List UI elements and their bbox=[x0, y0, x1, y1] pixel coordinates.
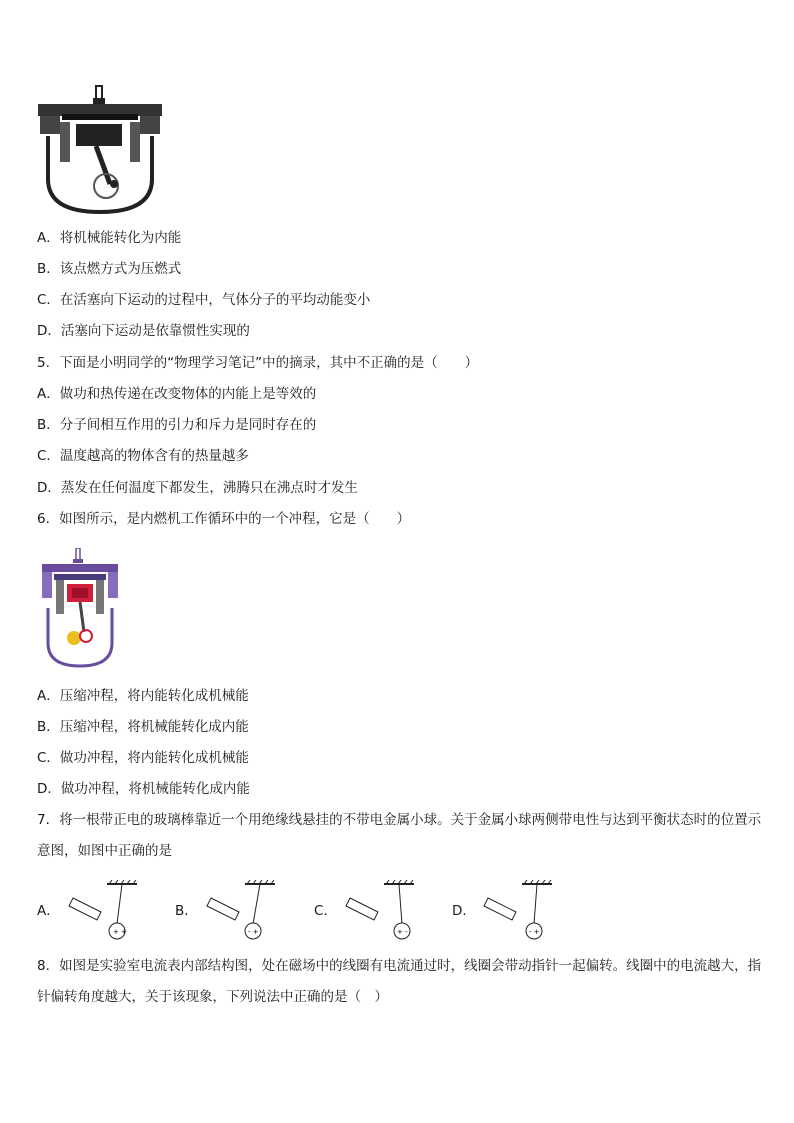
q7-option-b bbox=[175, 880, 285, 944]
svg-text:+ -: + - bbox=[397, 928, 408, 936]
q7-option-a bbox=[37, 880, 147, 944]
q5-option-b: B．分子间相互作用的引力和斥力是同时存在的 bbox=[37, 417, 317, 433]
q7-option-c bbox=[314, 880, 424, 944]
q7-figure-c bbox=[340, 880, 420, 944]
q4-option-b: B．该点燃方式为压燃式 bbox=[37, 261, 182, 277]
q5-option-c: C．温度越高的物体含有的热量越多 bbox=[37, 448, 249, 464]
svg-text:+ +: + + bbox=[113, 928, 127, 936]
q7-option-d-label: D． bbox=[452, 903, 476, 919]
svg-text:- +: - + bbox=[248, 928, 259, 936]
q8-stem: 8．如图是实验室电流表内部结构图，处在磁场中的线圈有电流通过时，线圈会带动指针一起偏转。线圈中的电流越大，指针偏转角度越大，关于该现象，下列说法中正确的是（ ） bbox=[37, 958, 762, 1005]
q6-option-b: B．压缩冲程，将机械能转化成内能 bbox=[37, 719, 249, 735]
q7-figure-a bbox=[63, 880, 143, 944]
q7-option-d bbox=[452, 880, 562, 944]
q7-figure-b bbox=[201, 880, 281, 944]
q4-option-a: A．将机械能转化为内能 bbox=[37, 230, 182, 246]
q7-option-b-label: B． bbox=[175, 903, 198, 919]
q4-option-c: C．在活塞向下运动的过程中，气体分子的平均动能变小 bbox=[37, 292, 371, 308]
q6-option-c: C．做功冲程，将内能转化成机械能 bbox=[37, 750, 249, 766]
q7-figure-d bbox=[478, 880, 558, 944]
q5-stem: 5．下面是小明同学的“物理学习笔记”中的摘录，其中不正确的是（ ） bbox=[37, 355, 479, 371]
q7-option-figures bbox=[37, 880, 557, 944]
engine-diagram-color bbox=[40, 548, 120, 668]
q7-stem: 7．将一根带正电的玻璃棒靠近一个用绝缘线悬挂的不带电金属小球。关于金属小球两侧带电性与达到平衡状态时的位置示意图，如图中正确的是 bbox=[37, 812, 762, 859]
q6-stem: 6．如图所示，是内燃机工作循环中的一个冲程，它是（ ） bbox=[37, 511, 411, 527]
svg-text:- +: - + bbox=[529, 928, 540, 936]
q6-option-d: D．做功冲程，将机械能转化成内能 bbox=[37, 781, 250, 797]
q7-option-a-label: A． bbox=[37, 903, 60, 919]
q5-option-d: D．蒸发在任何温度下都发生，沸腾只在沸点时才发生 bbox=[37, 480, 358, 496]
q5-option-a: A．做功和热传递在改变物体的内能上是等效的 bbox=[37, 386, 317, 402]
q6-option-a: A．压缩冲程，将内能转化成机械能 bbox=[37, 688, 249, 704]
engine-diagram-bw bbox=[36, 84, 166, 214]
q7-option-c-label: C． bbox=[314, 903, 337, 919]
q4-option-d: D．活塞向下运动是依靠惯性实现的 bbox=[37, 323, 250, 339]
